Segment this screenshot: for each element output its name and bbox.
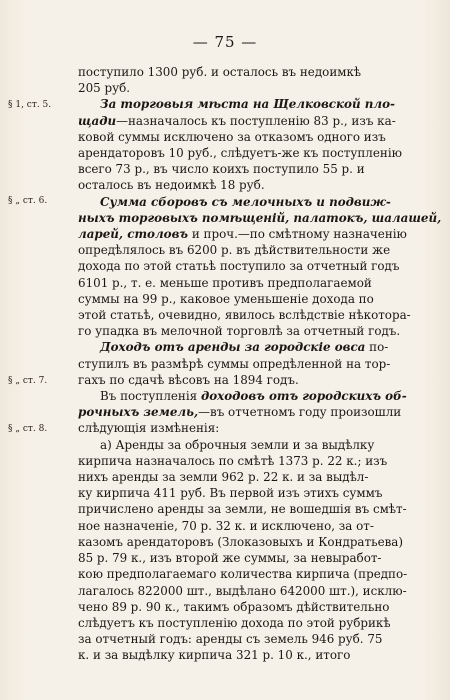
text-line: 6101 р., т. е. меньше противъ предполагаемой: [78, 275, 372, 290]
page-number: — 75 —: [192, 33, 258, 51]
text-run: и проч.—по смѣтному назначенію: [188, 227, 407, 242]
section-heading: ларей, столовъ: [78, 227, 189, 242]
text-line: ное назначеніе, 70 р. 32 к. и исключено, за от-: [78, 518, 374, 533]
text-line: [78, 226, 421, 242]
text-line: дохода по этой статьѣ поступило за отчетный годъ: [78, 259, 400, 274]
section-heading: Доходъ отъ аренды за городскіе овса: [100, 340, 366, 355]
body-text: [78, 64, 442, 664]
text-line: ковой суммы исключено за отказомъ одного изъ: [78, 129, 386, 144]
text-line: причислено аренды за земли, не вошедшія въ смѣт-: [78, 502, 407, 517]
section-heading: щади: [78, 113, 117, 128]
text-line: этой статьѣ, очевидно, явилось вслѣдствіе нѣкотора-: [78, 308, 411, 323]
text-line: чено 89 р. 90 к., такимъ образомъ дѣйствительно: [78, 599, 390, 614]
text-line: [78, 194, 421, 210]
text-line: всего 73 р., въ число коихъ поступило 55 р. и: [78, 162, 365, 177]
text-line: го упадка въ мелочной торговлѣ за отчетный годъ.: [78, 324, 401, 339]
text-line: 85 р. 79 к., изъ второй же суммы, за невыработ-: [78, 551, 382, 566]
text-line: гахъ по сдачѣ вѣсовъ на 1894 годъ.: [78, 372, 299, 387]
text-run: по-: [365, 340, 389, 355]
text-line: осталось въ недоимкѣ 18 руб.: [78, 178, 265, 193]
text-line: ку кирпича 411 руб. Въ первой изъ этихъ суммъ: [78, 486, 383, 501]
text-line: [78, 339, 421, 355]
section-heading: доходовъ отъ городскихъ об-: [200, 389, 407, 404]
text-line: слѣдуетъ къ поступленію дохода по этой рубрикѣ: [78, 615, 391, 630]
text-line: лагалось 822000 шт., выдѣлано 642000 шт.), исклю-: [78, 583, 407, 598]
text-line: [78, 404, 421, 420]
text-line: а) Аренды за оброчныя земли и за выдѣлку: [100, 437, 375, 452]
margin-note: § „ ст. 7.: [8, 376, 48, 386]
text-line: за отчетный годъ: аренды съ земель 946 руб. 75: [78, 632, 383, 647]
text-line: ступилъ въ размѣрѣ суммы опредѣленной на тор-: [78, 356, 391, 371]
text-line: [78, 96, 421, 112]
text-line: [78, 210, 442, 226]
text-line: кою предполагаемаго количества кирпича (предпо-: [78, 567, 408, 582]
text-line: 205 руб.: [78, 81, 131, 96]
margin-note: § „ ст. 8.: [8, 424, 48, 434]
margin-note: § 1, ст. 5.: [8, 100, 52, 110]
text-line: поступило 1300 руб. и осталось въ недоимкѣ: [78, 65, 362, 79]
text-line: суммы на 99 р., каковое уменьшеніе дохода по: [78, 291, 374, 306]
text-line: [78, 113, 421, 129]
text-line: опредѣлялось въ 6200 р. въ дѣйствительности же: [78, 243, 391, 258]
section-heading: За торговыя мѣста на Щелковской пло-: [100, 97, 395, 112]
text-line: [78, 388, 421, 404]
text-line: казомъ арендаторовъ (Злоказовыхъ и Кондратьева): [78, 534, 404, 549]
text-line: арендаторовъ 10 руб., слѣдуетъ-же къ поступленію: [78, 146, 402, 161]
margin-note: § „ ст. 6.: [8, 196, 48, 206]
text-line: к. и за выдѣлку кирпича 321 р. 10 к., итого: [78, 648, 351, 663]
text-line: нихъ аренды за земли 962 р. 22 к. и за выдѣл-: [78, 470, 369, 485]
text-run: Въ поступленія: [100, 389, 201, 404]
section-heading: Сумма сборовъ съ мелочныхъ и подвиж-: [100, 194, 391, 209]
section-heading: рочныхъ земель,: [78, 405, 199, 420]
text-run: —назначалось къ поступленію 83 р., изъ ка-: [116, 113, 396, 128]
text-line: кирпича назначалось по смѣтѣ 1373 р. 22 к.; изъ: [78, 453, 388, 468]
text-line: слѣдующія измѣненія:: [78, 421, 220, 436]
section-heading: ныхъ торговыхъ помѣщеній, палатокъ, шалашей,: [78, 210, 442, 225]
text-run: —въ отчетномъ году произошли: [198, 405, 402, 420]
